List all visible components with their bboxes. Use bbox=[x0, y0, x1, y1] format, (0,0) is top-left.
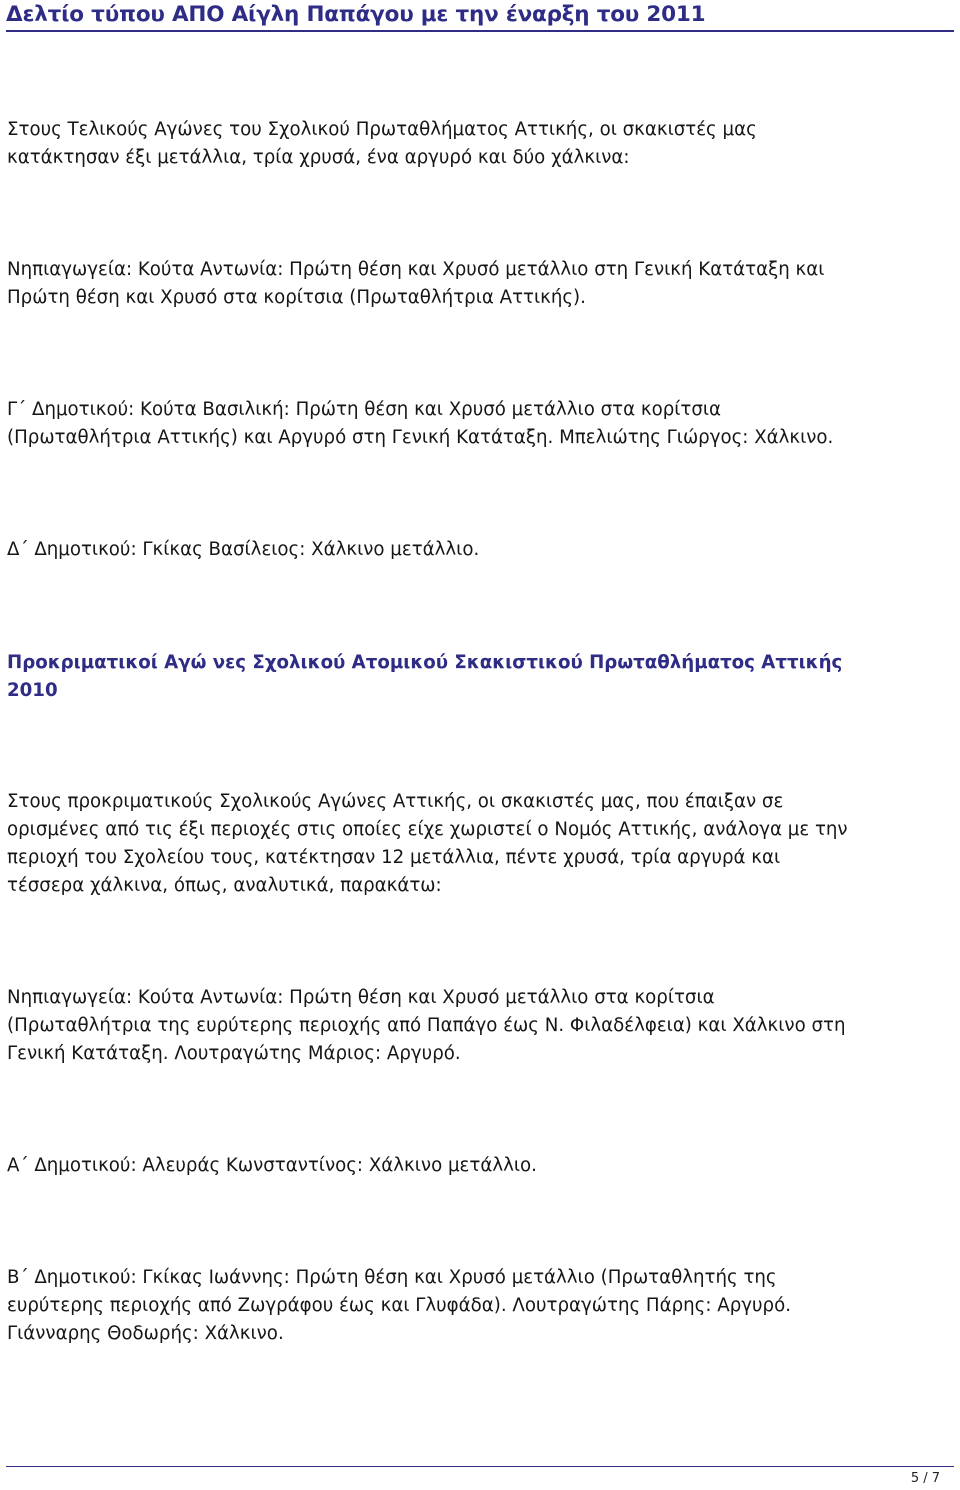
text-line: Πρώτη θέση και Χρυσό στα κορίτσια (Πρωταθλήτρια Αττικής). bbox=[7, 287, 586, 308]
heading-line: Προκριματικοί Αγώ νες Σχολικού Ατομικού Σκακιστικού Πρωταθλήματος Αττικής bbox=[7, 652, 843, 673]
text-line: Γιάνναρης Θοδωρής: Χάλκινο. bbox=[7, 1323, 284, 1344]
text-line: Δ΄ Δημοτικού: Γκίκας Βασίλειος: Χάλκινο μετάλλιο. bbox=[7, 539, 480, 560]
document-title: Δελτίο τύπου ΑΠΟ Αίγλη Παπάγου με την έναρξη του 2011 bbox=[6, 2, 706, 27]
intro-paragraph bbox=[7, 116, 955, 172]
section-heading bbox=[7, 649, 955, 705]
heading-line: 2010 bbox=[7, 680, 58, 701]
kindergarten-finals-paragraph bbox=[7, 256, 955, 312]
text-line: (Πρωταθλήτρια Αττικής) και Αργυρό στη Γενική Κατάταξη. Μπελιώτης Γιώργος: Χάλκινο. bbox=[7, 427, 834, 448]
text-line: περιοχή του Σχολείου τους, κατέκτησαν 12 μετάλλια, πέντε χρυσά, τρία αργυρά και bbox=[7, 847, 781, 868]
fourth-grade-paragraph bbox=[7, 536, 955, 564]
text-line: ευρύτερης περιοχής από Ζωγράφου έως και Γλυφάδα). Λουτραγώτης Πάρης: Αργυρό. bbox=[7, 1295, 791, 1316]
text-line: Α΄ Δημοτικού: Αλευράς Κωνσταντίνος: Χάλκινο μετάλλιο. bbox=[7, 1155, 537, 1176]
second-grade-paragraph bbox=[7, 1264, 955, 1348]
page-number: 5 / 7 bbox=[910, 1471, 940, 1486]
text-line: Στους Τελικούς Αγώνες του Σχολικού Πρωταθλήματος Αττικής, οι σκακιστές μας bbox=[7, 119, 757, 140]
third-grade-paragraph bbox=[7, 396, 955, 452]
text-line: Γ΄ Δημοτικού: Κούτα Βασιλική: Πρώτη θέση και Χρυσό μετάλλιο στα κορίτσια bbox=[7, 399, 722, 420]
text-line: τέσσερα χάλκινα, όπως, αναλυτικά, παρακάτω: bbox=[7, 875, 442, 896]
text-line: κατάκτησαν έξι μετάλλια, τρία χρυσά, ένα αργυρό και δύο χάλκινα: bbox=[7, 147, 630, 168]
text-line: ορισμένες από τις έξι περιοχές στις οποίες είχε χωριστεί ο Νομός Αττικής, ανάλογα με την bbox=[7, 819, 848, 840]
first-grade-paragraph bbox=[7, 1152, 955, 1180]
text-line: Β΄ Δημοτικού: Γκίκας Ιωάννης: Πρώτη θέση και Χρυσό μετάλλιο (Πρωταθλητής της bbox=[7, 1267, 777, 1288]
qualifiers-paragraph bbox=[7, 788, 955, 900]
text-line: Νηπιαγωγεία: Κούτα Αντωνία: Πρώτη θέση και Χρυσό μετάλλιο στα κορίτσια bbox=[7, 987, 715, 1008]
text-line: (Πρωταθλήτρια της ευρύτερης περιοχής από Παπάγο έως Ν. Φιλαδέλφεια) και Χάλκινο στη bbox=[7, 1015, 846, 1036]
footer-rule bbox=[6, 1466, 954, 1467]
kindergarten-qualifiers-paragraph bbox=[7, 984, 955, 1068]
title-underline bbox=[6, 30, 954, 32]
text-line: Νηπιαγωγεία: Κούτα Αντωνία: Πρώτη θέση και Χρυσό μετάλλιο στη Γενική Κατάταξη και bbox=[7, 259, 825, 280]
text-line: Στους προκριματικούς Σχολικούς Αγώνες Αττικής, οι σκακιστές μας, που έπαιξαν σε bbox=[7, 791, 784, 812]
text-line: Γενική Κατάταξη. Λουτραγώτης Μάριος: Αργυρό. bbox=[7, 1043, 461, 1064]
